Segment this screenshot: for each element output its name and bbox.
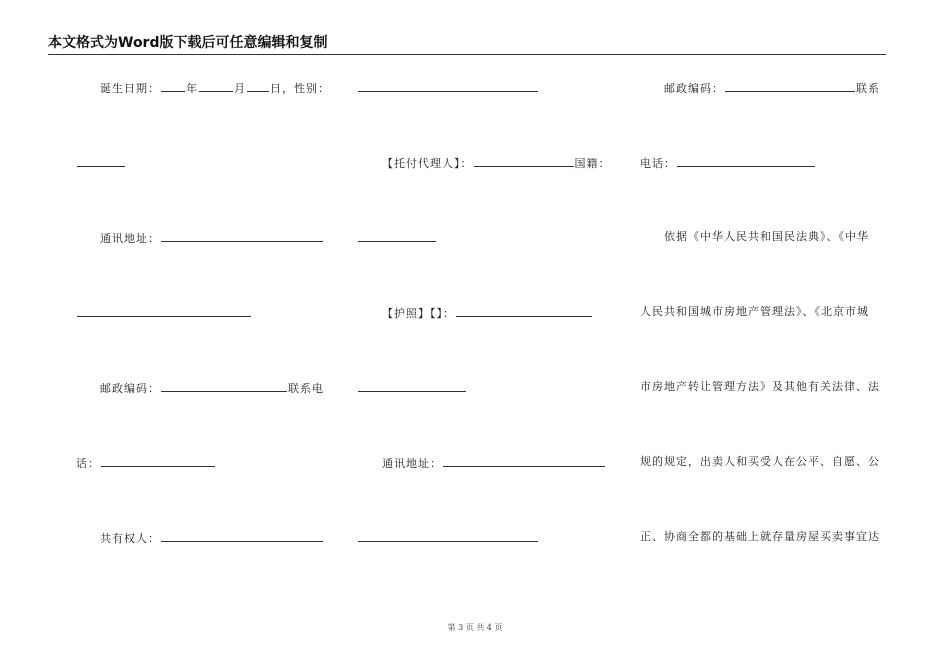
postal-line-1 [100,380,324,396]
year-label: 年 [186,82,198,95]
postal-label: 邮政编码： [100,382,160,395]
page-header [48,36,886,55]
co-owner-label: 共有权人： [100,532,160,545]
agent-label: 【托付代理人】： [382,157,473,170]
agent-address-line [382,455,606,471]
agent-postal-label: 邮政编码： [664,82,724,95]
blank-postal [161,380,287,392]
agent-postal-line [664,80,880,96]
address-line-2 [76,305,252,321]
passport-label: 【护照】【】： [382,307,455,320]
blank-year [161,80,185,92]
page-footer [0,622,950,633]
paragraph-text-2: 人民共和国城市房地产管理法》、《北京市城 [640,305,869,318]
paragraph-text-3: 市房地产转让管理方法》及其他有关法律、法 [640,380,880,393]
paragraph-line-5 [640,530,880,544]
passport-blank-line [357,380,467,396]
paragraph-line-4 [640,455,880,469]
page-number: 第 3 页 共 4 页 [447,623,503,632]
address-line-1 [100,230,324,246]
paragraph-text-1: 依据《中华人民共和国民法典》、《中华 [664,230,869,243]
agent-address-blank-line [357,530,539,546]
blank-day [247,80,269,92]
agent-address-label: 通讯地址： [382,457,442,470]
header-title: 本文格式为Word版下载后可任意编辑和复制 [48,35,328,51]
paragraph-text-4: 规的规定，出卖人和买受人在公平、自愿、公 [640,455,880,468]
blank-nationality [358,230,436,242]
blank-address [161,230,323,242]
paragraph-line-2 [640,305,869,319]
blank-passport-cont [358,380,466,392]
blank-passport [456,305,592,317]
month-label: 月 [234,82,246,95]
blank-agent [474,155,574,167]
co-owner-line [100,530,324,546]
agent-phone-label: 电话： [640,157,676,170]
blank-phone [101,455,215,467]
blank-address-cont [77,305,251,317]
blank-agent-phone [677,155,815,167]
blank-agent-address-cont [358,530,538,542]
blank-agent-address [443,455,605,467]
birth-label: 诞生日期： [100,82,160,95]
phone-line-1 [76,455,216,471]
paragraph-line-1 [664,230,869,244]
blank-co-owner [161,530,323,542]
blank-gender [358,80,538,92]
agent-line [382,155,611,171]
blank-agent-postal [725,80,855,92]
contact-phone-label: 联系电 [288,382,324,395]
blank-contact [77,155,125,167]
paragraph-line-3 [640,380,880,394]
blank-month [199,80,233,92]
nationality-blank-line [357,230,437,246]
agent-contact-label: 联系 [856,82,880,95]
agent-phone-line [640,155,816,171]
phone-label: 话： [76,457,100,470]
birth-date-line [100,80,330,96]
address-label: 通讯地址： [100,232,160,245]
day-gender-label: 日，性别： [270,82,330,95]
paragraph-text-5: 正、协商全都的基础上就存量房屋买卖事宜达 [640,530,880,543]
nationality-label: 国籍： [574,157,611,170]
passport-line [382,305,593,321]
gender-blank-line [357,80,539,96]
contact-tail-line [76,155,126,171]
